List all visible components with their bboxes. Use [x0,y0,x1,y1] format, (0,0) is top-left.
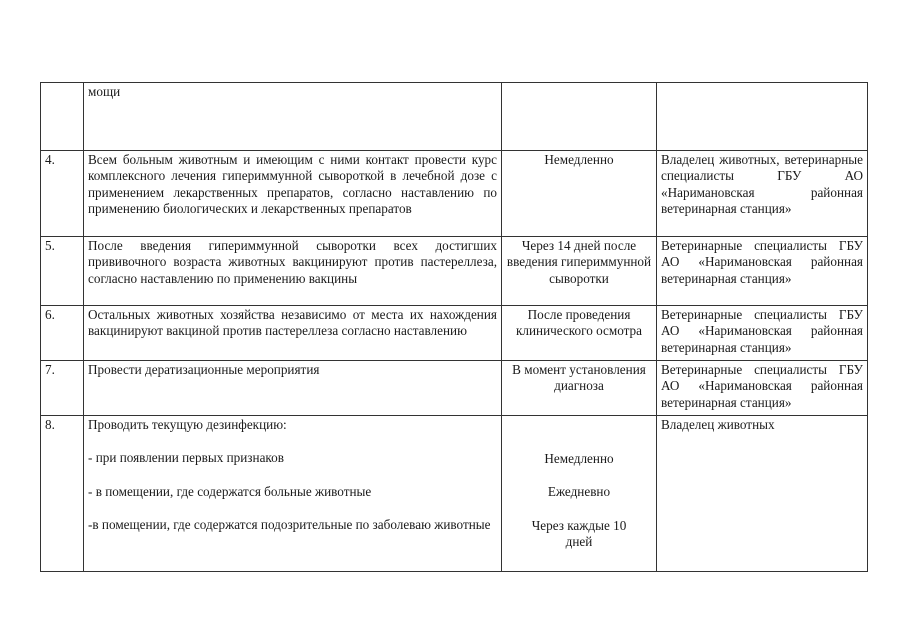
responsible-cell: Ветеринарные специалисты ГБУ АО «Наримановская районная ветеринарная станция» [657,237,868,306]
row-number: 7. [41,361,84,416]
row-number [41,83,84,151]
table-row [41,83,868,151]
action-cell [84,416,502,572]
deadline-cell [502,416,657,572]
table-row [41,151,868,237]
disinfection-item: - при появлении первых признаков [88,450,284,466]
action-cell: Провести дератизационные мероприятия [84,361,502,416]
deadline-cell: После проведения клинического осмотра [502,306,657,361]
disinfection-frequency: Немедленно [544,451,614,466]
measures-table [40,82,868,572]
table-row [41,306,868,361]
action-cell: мощи [84,83,502,151]
responsible-cell [657,83,868,151]
table-row [41,361,868,416]
row-number: 8. [41,416,84,572]
action-cell: Всем больным животным и имеющим с ними контакт провести курс комплексного лечения гипериммунной сывороткой в лечебной дозе с применением лекарственных препаратов, согласно наставлению по применению биологических и лекарственных препаратов [84,151,502,237]
disinfection-item: - в помещении, где содержатся больные животные [88,483,372,499]
row-number: 4. [41,151,84,237]
table-row [41,416,868,572]
deadline-cell: Немедленно [502,151,657,237]
action-cell: Остальных животных хозяйства независимо от места их нахождения вакцинируют вакциной против пастереллеза согласно наставлению [84,306,502,361]
action-cell: После введения гипериммунной сыворотки всех достигших прививочного возраста животных вакцинируют против пастереллеза, согласно наставлению по применению вакцины [84,237,502,306]
row-number: 5. [41,237,84,306]
deadline-cell: Через 14 дней после введения гипериммунной сыворотки [502,237,657,306]
responsible-cell: Ветеринарные специалисты ГБУ АО «Наримановская районная ветеринарная станция» [657,306,868,361]
disinfection-frequency: Ежедневно [547,484,611,500]
responsible-cell: Ветеринарные специалисты ГБУ АО «Наримановская районная ветеринарная станция» [657,361,868,416]
table-row [41,237,868,306]
disinfection-frequency: Через каждые 10 дней [531,517,627,550]
responsible-cell: Владелец животных [657,416,868,572]
disinfection-item: -в помещении, где содержатся подозрительные по заболеваю животные [88,517,491,533]
deadline-cell: В момент установления диагноза [502,361,657,416]
disinfection-heading: Проводить текущую дезинфекцию: [88,417,287,432]
responsible-cell: Владелец животных, ветеринарные специалисты ГБУ АО «Наримановская районная ветеринарная станция» [657,151,868,237]
deadline-cell [502,83,657,151]
row-number: 6. [41,306,84,361]
